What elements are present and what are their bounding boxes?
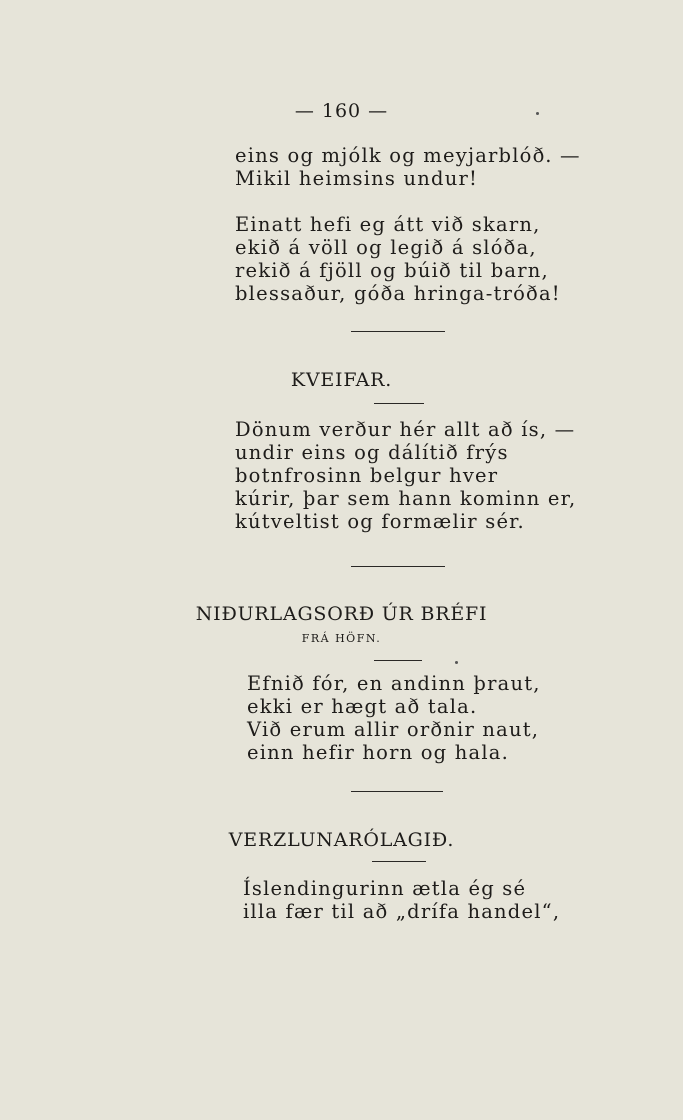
nidurlagsord-line-1: Efnið fór, en andinn þraut, <box>247 672 541 695</box>
nidurlagsord-line-3: Við erum allir orðnir naut, <box>247 718 540 741</box>
stanza2-line-1: Einatt hefi eg átt við skarn, <box>235 213 541 236</box>
section-divider <box>351 791 443 792</box>
verzlunarolagid-line-2: illa fær til að „drífa handel“, <box>243 900 561 923</box>
title-underline <box>372 861 426 862</box>
stanza1-line-2: Mikil heimsins undur! <box>235 167 479 190</box>
kveifar-line-1: Dönum verður hér allt að ís, — <box>235 418 576 441</box>
poem-title-kveifar: KVEIFAR. <box>290 369 393 391</box>
kveifar-line-4: kúrir, þar sem hann kominn er, <box>235 487 577 510</box>
nidurlagsord-line-2: ekki er hægt að tala. <box>247 695 478 718</box>
stanza2-line-2: ekið á völl og legið á slóða, <box>235 236 537 259</box>
stanza2-line-4: blessaður, góða hringa-tróða! <box>235 282 561 305</box>
verzlunarolagid-line-1: Íslendingurinn ætla ég sé <box>243 877 527 900</box>
stanza1-line-1: eins og mjólk og meyjarblóð. — <box>235 144 581 167</box>
kveifar-line-2: undir eins og dálítið frýs <box>235 441 509 464</box>
speck <box>455 661 458 664</box>
kveifar-line-3: botnfrosinn belgur hver <box>235 464 499 487</box>
section-divider <box>351 566 445 567</box>
page-number: — 160 — <box>294 100 389 122</box>
title-underline <box>374 403 424 404</box>
kveifar-line-5: kútveltist og formælir sér. <box>235 510 525 533</box>
speck <box>536 112 539 115</box>
section-divider <box>351 331 445 332</box>
nidurlagsord-line-4: einn hefir horn og hala. <box>247 741 510 764</box>
poem-title-verzlunarolagid: VERZLUNARÓLAGIÐ. <box>228 829 455 851</box>
poem-title-nidurlagsord: NIÐURLAGSORÐ ÚR BRÉFI <box>195 603 488 625</box>
stanza2-line-3: rekið á fjöll og búið til barn, <box>235 259 549 282</box>
title-underline <box>374 660 422 661</box>
poem-subtitle: FRÁ HÖFN. <box>301 632 382 645</box>
